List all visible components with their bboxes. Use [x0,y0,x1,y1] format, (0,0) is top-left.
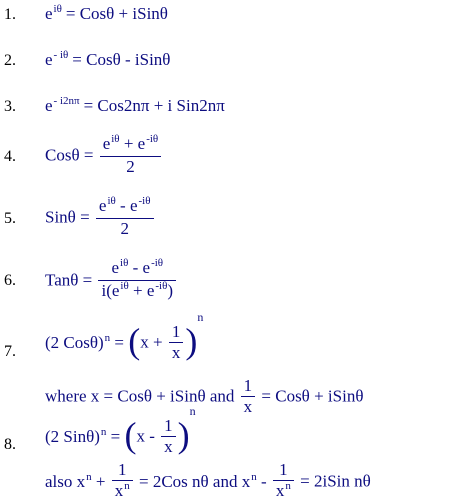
formula-8: (2 Sinθ)$^n$ = (x - $\frac{1}{x}$ )n [45,404,196,456]
formula-1: $e^{i\theta} = Cos\theta$ + iSinθ [45,3,168,23]
item-number: 2. [4,52,16,69]
fraction: $\frac{e^{i\theta} + e^{-i\theta}}{2}$ [100,134,162,177]
formula-7: (2 Cosθ)$^n$ = (x + $\frac{1}{x}$ )n [45,310,204,362]
formula-5: Sinθ = $\frac{e^{i\theta} - e^{-i\theta}}{2}$ [45,196,156,239]
item-number: 6. [4,272,16,289]
fraction: $\frac{1}{x}$ [161,416,176,457]
formula-8-note: also $x^n$ + $\frac{1}{x^n}$ = 2Cos nθ and $x^n$ - $\frac{1}{x^n}$ = 2iSin nθ [45,460,371,503]
formula-2: $e^{- i\theta} = Cos\theta$ - iSinθ [45,49,171,69]
formula-4: Cosθ = $\frac{e^{i\theta} + e^{-i\theta}}{2}$ [45,134,163,177]
fraction: $\frac{e^{i\theta} - e^{-i\theta}}{i(e^{i\theta} + e^{-i\theta})}$ [98,258,176,303]
formula-6: Tanθ = $\frac{e^{i\theta} - e^{-i\theta}}{i(e^{i\theta} + e^{-i\theta})}$ [45,258,178,303]
item-number: 3. [4,98,16,115]
item-number: 5. [4,210,16,227]
item-number: 1. [4,6,16,23]
item-number: 7. [4,343,16,360]
fraction: $\frac{e^{i\theta} - e^{-i\theta}}{2}$ [96,196,154,239]
fraction: $\frac{1}{x^n}$ [112,460,133,503]
formula-3: $e^{- i2n\pi} = Cos2n\pi + i$ Sin2nπ [45,95,225,115]
formula-7-note: where x = Cosθ + iSinθ and $\frac{1}{x}$ = Cosθ + iSinθ [45,376,364,416]
item-number: 8. [4,436,16,453]
fraction: $\frac{1}{x^n}$ [273,460,294,503]
fraction: $\frac{1}{x}$ [241,376,256,417]
fraction: $\frac{1}{x}$ [169,322,184,363]
item-number: 4. [4,148,16,165]
